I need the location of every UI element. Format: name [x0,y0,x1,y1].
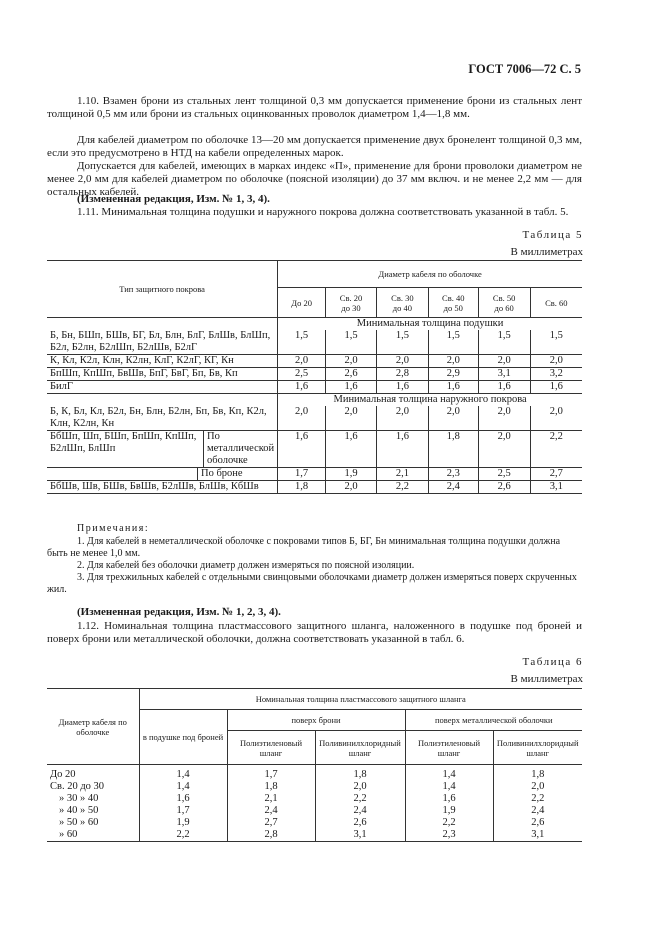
page-header: ГОСТ 7006—72 С. 5 [468,62,581,76]
cell: 2,0 [428,355,478,368]
cell: 2,0 [493,781,582,793]
t6-col-pvc-1: Поливинилхлоридный шланг [315,731,405,765]
table6-caption: Таблица 6 [522,656,583,668]
cell: 2,2 [315,793,405,805]
edit-note-1: (Измененная редакция, Изм. № 1, 3, 4). [77,193,270,205]
row-type: К, Кл, К2л, Клн, К2лн, КлГ, К2лГ, КГ, Кн [50,355,234,366]
t6-body [47,765,582,842]
cell: 1,4 [405,781,493,793]
cell: 2,4 [315,805,405,817]
cell: 2,6 [315,817,405,829]
cell: 2,2 [376,481,428,494]
cell: 1,5 [278,330,326,355]
cell: 2,5 [478,468,530,481]
cell: 2,0 [478,355,530,368]
t6-col-pvc-2: Поливинилхлоридный шланг [493,731,582,765]
cell: 2,0 [376,406,428,431]
t6-col-over-metal: поверх металлической оболочки [405,710,582,731]
row-type: БбШв, Шв, БШв, БвШв, Б2лШв, БлШв, КбШв [50,481,259,492]
cell: 2,2 [530,431,582,468]
t6-row-diam: До 20 [50,769,76,780]
cell: 3,1 [315,829,405,842]
col-header-3: Св. 30 до 40 [376,288,428,318]
cell: 1,6 [376,381,428,394]
t6-col-pe-2: Полиэтиленовый шланг [405,731,493,765]
cell: 2,1 [227,793,315,805]
cell: 2,7 [530,468,582,481]
cell: 1,4 [139,781,227,793]
table6-unit: В миллиметрах [510,673,583,685]
cell: 2,0 [530,406,582,431]
cell: 1,6 [278,431,326,468]
cell: 1,6 [326,381,377,394]
cell: 3,1 [478,368,530,381]
paragraph-1-10: 1.10. Взамен брони из стальных лент толщиной 0,3 мм допускается применение брони из стальных лент толщиной 0,5 мм или брони из стальных оцинкованных проволок диаметром 1,4—1,8 мм. [47,95,582,120]
row-subtype: По броне [197,468,277,480]
cell: 1,6 [326,431,377,468]
cell: 2,3 [428,468,478,481]
cell: 2,0 [478,431,530,468]
cell: 1,5 [326,330,377,355]
cell: 2,4 [227,805,315,817]
cell: 2,0 [428,406,478,431]
cell: 2,2 [139,829,227,842]
cell: 1,8 [227,781,315,793]
t6-col-diam: Диаметр кабеля по оболочке [47,689,139,765]
cell: 1,6 [530,381,582,394]
t6-row-diam: » 40 » 50 [59,805,99,816]
cell: 1,5 [478,330,530,355]
col-header-2: Св. 20 до 30 [326,288,377,318]
note-2: 2. Для кабелей без оболочки диаметр должен измеряться по поясной изоляции. [77,560,415,571]
row-subtype: По металлической оболочке [203,431,277,467]
cell: 2,0 [278,355,326,368]
cell: 2,5 [278,368,326,381]
cell: 2,2 [405,817,493,829]
paragraph-1-10-c: Допускается для кабелей, имеющих в марках индекс «П», применение для брони проволоки диаметром не менее 2,0 мм для кабелей диаметром по оболочке (поясной изоляции) до 37 мм включ. и не менее 2,2 мм — для остальных кабелей. [47,160,582,198]
row-type: БбШп, Шп, БШп, БпШп, КпШп, Б2лШп, БлШп [50,431,197,454]
cell: 1,9 [139,817,227,829]
col-header-1: До 20 [278,288,326,318]
cell: 2,3 [405,829,493,842]
cell: 1,6 [278,381,326,394]
cell: 2,8 [376,368,428,381]
cell: 3,1 [530,481,582,494]
col-group-header: Диаметр кабеля по оболочке [278,261,582,288]
row-type: БпШп, КпШп, БвШв, БпГ, БвГ, Бп, Бв, Кп [50,368,238,379]
table5-caption: Таблица 5 [522,229,583,241]
cell: 2,6 [478,481,530,494]
t6-row-diam: Св. 20 до 30 [50,781,105,792]
cell: 1,7 [278,468,326,481]
t6-col-group: Номинальная толщина пластмассового защитного шланга [139,689,582,710]
col-header-5: Св. 50 до 60 [478,288,530,318]
cell: 1,5 [530,330,582,355]
t6-row-diam: » 50 » 60 [59,817,99,828]
cell: 2,0 [376,355,428,368]
cell: 2,0 [326,481,377,494]
cell: 2,0 [278,406,326,431]
cell: 1,6 [376,431,428,468]
t6-col-pe-1: Полиэтиленовый шланг [227,731,315,765]
cell: 1,7 [227,765,315,782]
cell: 2,0 [326,355,377,368]
cell: 2,7 [227,817,315,829]
subheader-pad: Минимальная толщина подушки [278,318,582,331]
paragraph-1-10-b: Для кабелей диаметром по оболочке 13—20 мм допускается применение двух бронелент толщиной 0,3 мм, если это предусмотрено в НТД на кабели определенных марок. [47,134,582,159]
table-6 [47,688,582,842]
table5-unit: В миллиметрах [510,246,583,258]
cell: 2,1 [376,468,428,481]
cell: 1,8 [315,765,405,782]
cell: 1,6 [428,381,478,394]
row-type: Б, К, Бл, Кл, Б2л, Бн, Блн, Б2лн, Бп, Бв, Кп, К2л, Клн, К2лн, Кн [50,406,267,429]
cell: 3,2 [530,368,582,381]
cell: 1,9 [326,468,377,481]
cell: 1,9 [405,805,493,817]
notes-title: Примечания: [77,523,150,534]
row-type: Б, Бн, БШп, БШв, БГ, Бл, Блн, БлГ, БлШв, БлШп, Б2л, Б2лн, Б2лШп, Б2лШв, Б2лГ [50,330,271,353]
t6-col-over-armor: поверх брони [227,710,405,731]
cell: 2,0 [326,406,377,431]
cell: 2,2 [493,793,582,805]
col-header-6: Св. 60 [530,288,582,318]
cell: 3,1 [493,829,582,842]
cell: 1,4 [405,765,493,782]
cell: 1,6 [405,793,493,805]
cell: 1,4 [139,765,227,782]
cell: 2,6 [493,817,582,829]
cell: 2,0 [530,355,582,368]
cell: 2,6 [326,368,377,381]
paragraph-1-12: 1.12. Номинальная толщина пластмассового защитного шланга, наложенного в подушке под броней и поверх брони или металлической оболочки, должна соответствовать указанной в табл. 6. [47,620,582,645]
paragraph-1-11: 1.11. Минимальная толщина подушки и наружного покрова должна соответствовать указанной в табл. 5. [77,206,569,218]
cell: 1,6 [478,381,530,394]
cell: 1,5 [428,330,478,355]
cell: 1,6 [139,793,227,805]
note-1: 1. Для кабелей в неметаллической оболочке с покровами типов Б, БГ, Бн минимальная толщина подушки должна быть не менее 1,0 мм. [47,536,561,559]
subheader-cover: Минимальная толщина наружного покрова [278,394,582,407]
cell: 1,8 [428,431,478,468]
t6-row-diam: » 60 [59,829,78,840]
cell: 1,8 [278,481,326,494]
cell: 1,8 [493,765,582,782]
cell: 1,7 [139,805,227,817]
cell: 2,9 [428,368,478,381]
cell: 2,8 [227,829,315,842]
col-type-header: Тип защитного покрова [47,261,278,318]
col-header-4: Св. 40 до 50 [428,288,478,318]
note-3: 3. Для трехжильных кабелей с отдельными свинцовыми оболочками диаметр должен измеряться поверх скрученных жил. [47,572,577,595]
cell: 1,5 [376,330,428,355]
t6-col-pad: в подушке под броней [139,710,227,765]
cell: 2,4 [428,481,478,494]
table-5 [47,260,582,494]
edit-note-2: (Измененная редакция, Изм. № 1, 2, 3, 4). [77,606,281,618]
cell: 2,4 [493,805,582,817]
cell: 2,0 [478,406,530,431]
t6-row-diam: » 30 » 40 [59,793,99,804]
row-type: БилГ [50,381,73,392]
cell: 2,0 [315,781,405,793]
